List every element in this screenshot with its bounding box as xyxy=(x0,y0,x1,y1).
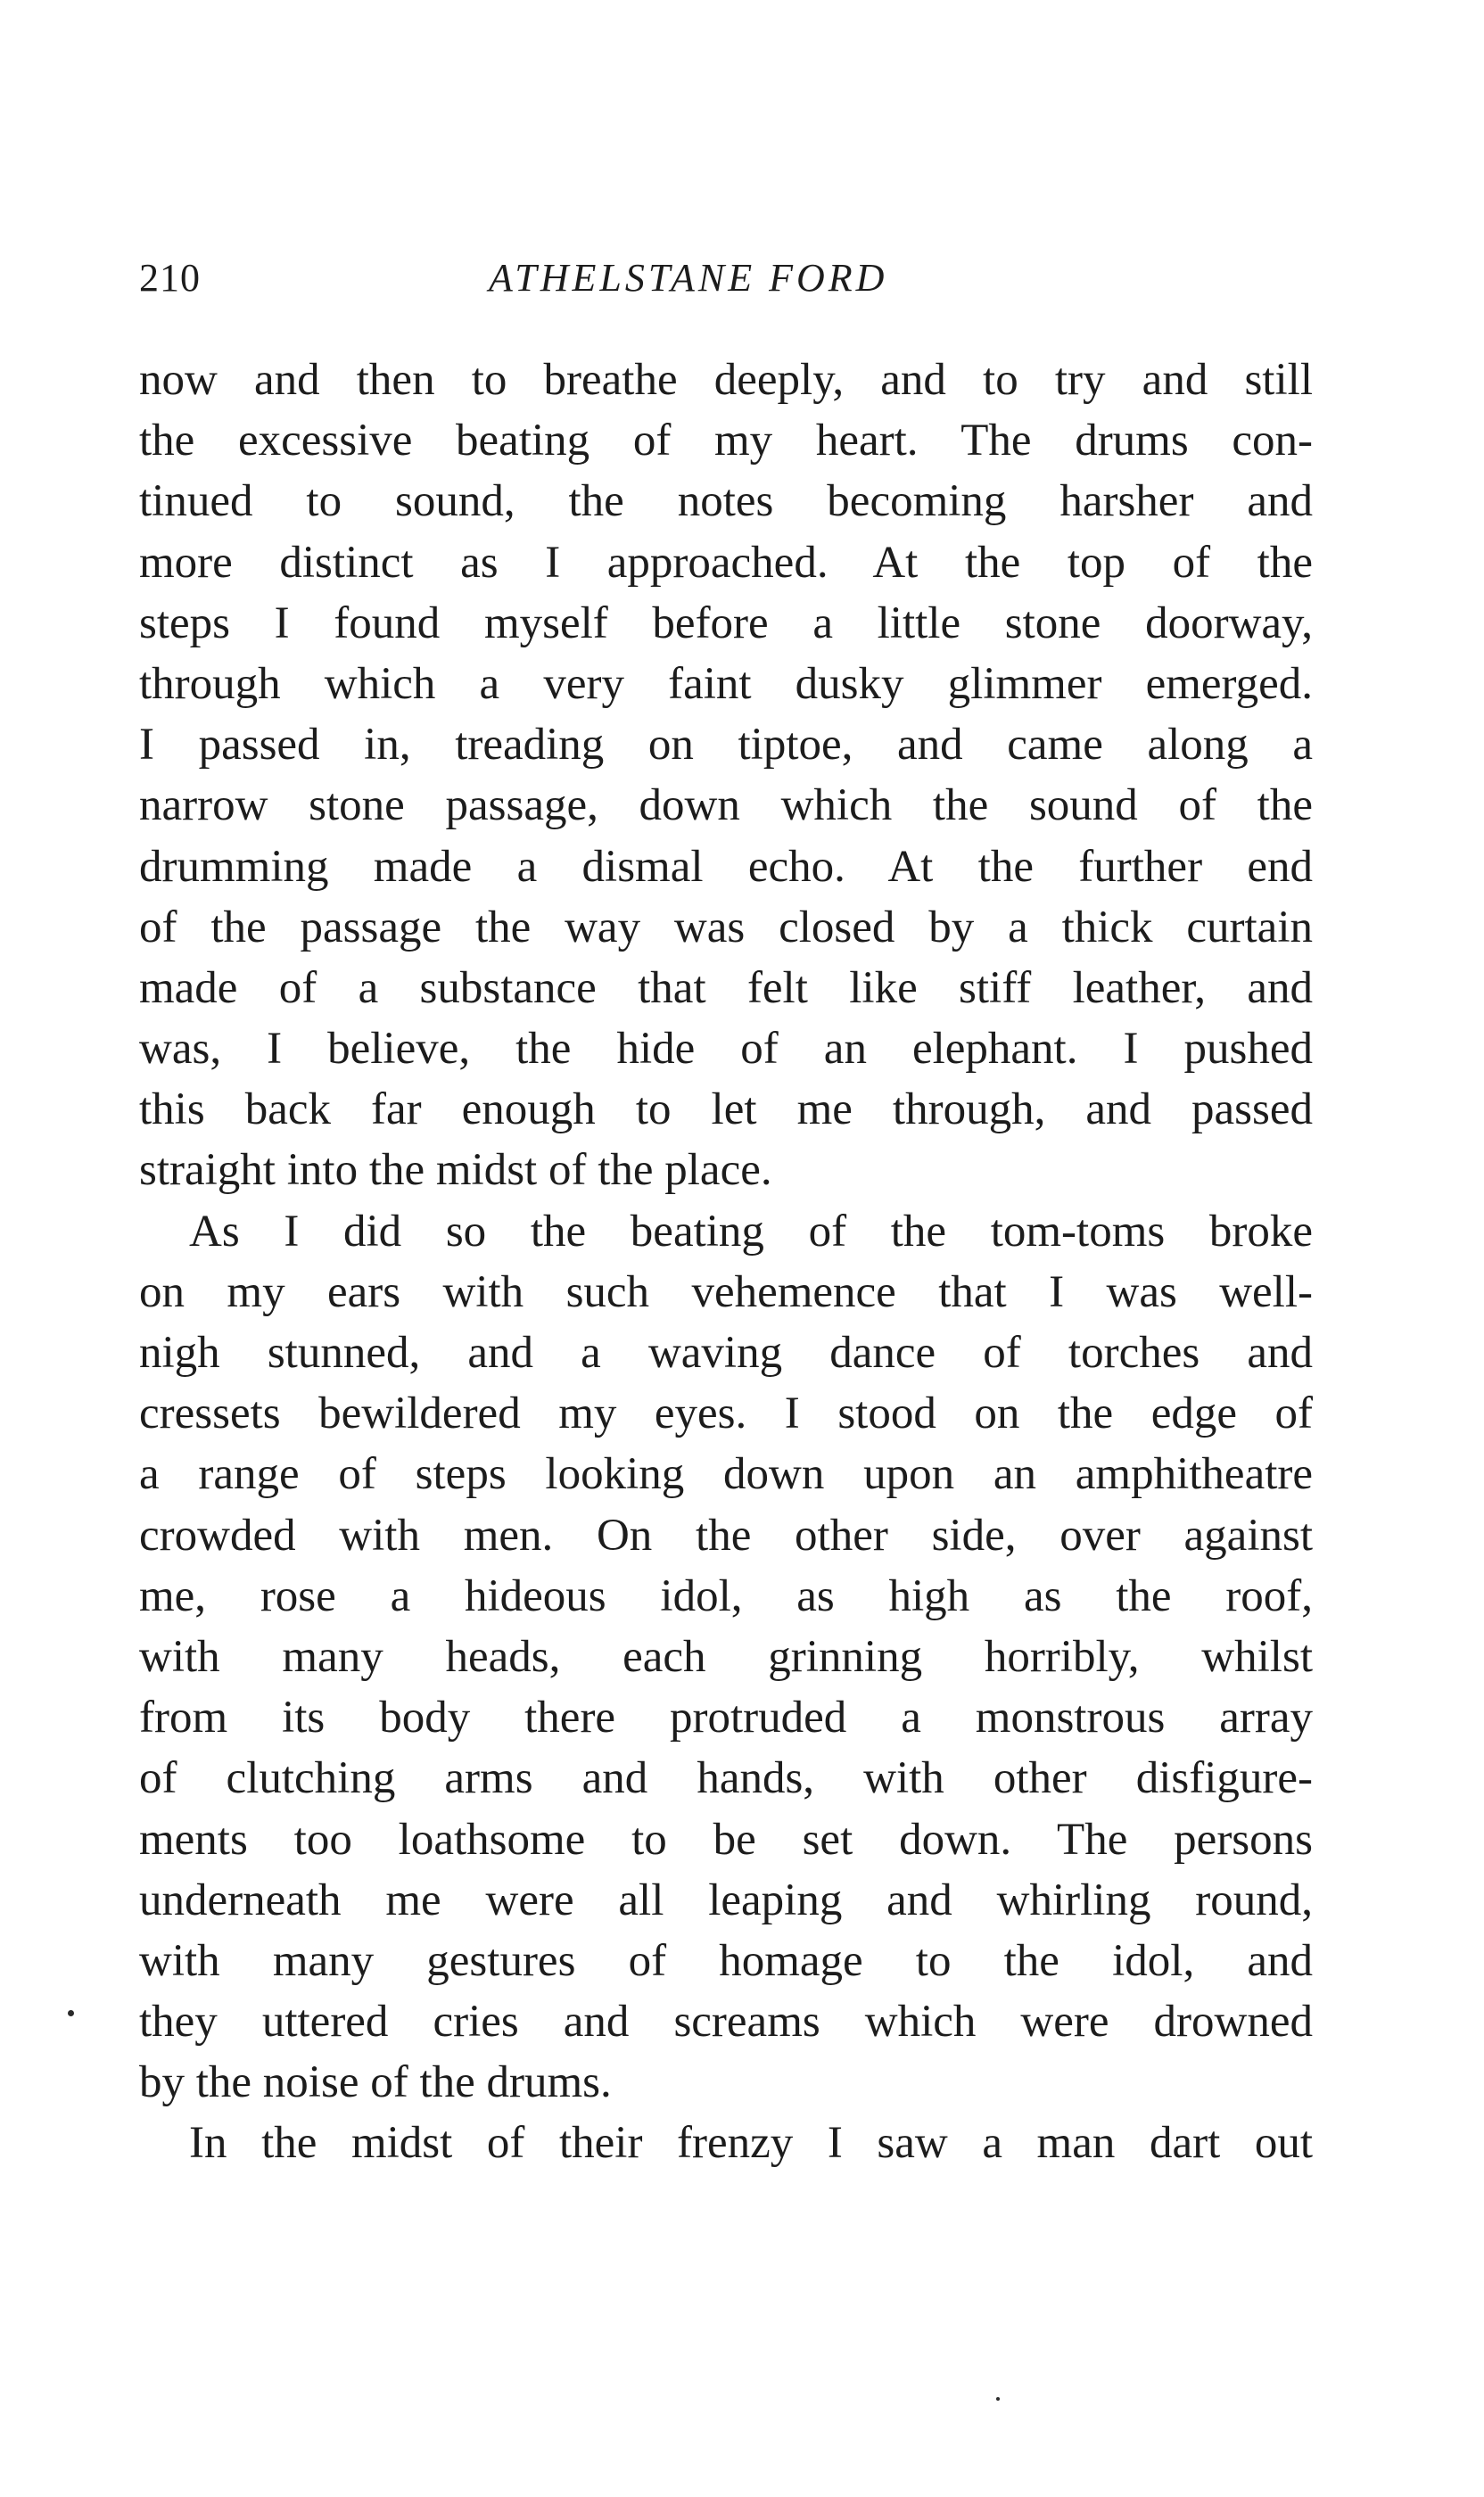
text-line: more distinct as I approached. At the top of the xyxy=(139,537,1313,588)
text-line: crowded with men. On the other side, over against xyxy=(139,1510,1313,1561)
text-line: cressets bewildered my eyes. I stood on the edge of xyxy=(139,1389,1313,1439)
text-line: the excessive beating of my heart. The drums con- xyxy=(139,416,1313,466)
text-line: underneath me were all leaping and whirling round, xyxy=(139,1875,1313,1925)
text-line: drumming made a dismal echo. At the further end xyxy=(139,841,1313,892)
text-line: me, rose a hideous idol, as high as the roof, xyxy=(139,1570,1313,1621)
page-number: 210 xyxy=(139,256,201,300)
text-line: tinued to sound, the notes becoming harsher and xyxy=(139,476,1313,527)
text-line: through which a very faint dusky glimmer emerged. xyxy=(139,658,1313,709)
paragraph-end-line: straight into the midst of the place. xyxy=(139,1145,772,1196)
text-line: steps I found myself before a little stone doorway, xyxy=(139,597,1313,648)
running-title: ATHELSTANE FORD xyxy=(489,256,888,300)
text-line: with many heads, each grinning horribly, whilst xyxy=(139,1631,1313,1682)
text-line: on my ears with such vehemence that I was well- xyxy=(139,1266,1313,1317)
text-line: of the passage the way was closed by a thick curtain xyxy=(139,902,1313,952)
text-line: ments too loathsome to be set down. The persons xyxy=(139,1814,1313,1865)
text-line: made of a substance that felt like stiff leather, and xyxy=(139,962,1313,1013)
text-line: I passed in, treading on tiptoe, and came along a xyxy=(139,720,1313,771)
text-line: with many gestures of homage to the idol, and xyxy=(139,1935,1313,1986)
text-line: nigh stunned, and a waving dance of torches and xyxy=(139,1328,1313,1378)
text-line: narrow stone passage, down which the sound of the xyxy=(139,780,1313,831)
bottom-speck xyxy=(996,2397,1000,2401)
text-line: this back far enough to let me through, and passed xyxy=(139,1084,1313,1135)
text-line: from its body there protruded a monstrous array xyxy=(139,1693,1313,1743)
paragraph-end-line: by the noise of the drums. xyxy=(139,2057,612,2108)
paragraph-start-line: In the midst of their frenzy I saw a man dart out xyxy=(189,2118,1313,2169)
margin-speck xyxy=(68,2010,74,2016)
body-text xyxy=(139,350,1313,2174)
text-line: of clutching arms and hands, with other disfigure- xyxy=(139,1753,1313,1804)
paragraph-start-line: As I did so the beating of the tom-toms broke xyxy=(189,1206,1313,1257)
text-line: a range of steps looking down upon an amphitheatre xyxy=(139,1449,1313,1500)
text-line: they uttered cries and screams which were drowned xyxy=(139,1997,1313,2048)
text-line: now and then to breathe deeply, and to try and still xyxy=(139,355,1313,405)
text-line: was, I believe, the hide of an elephant. I pushed xyxy=(139,1024,1313,1075)
running-head xyxy=(139,251,1313,305)
